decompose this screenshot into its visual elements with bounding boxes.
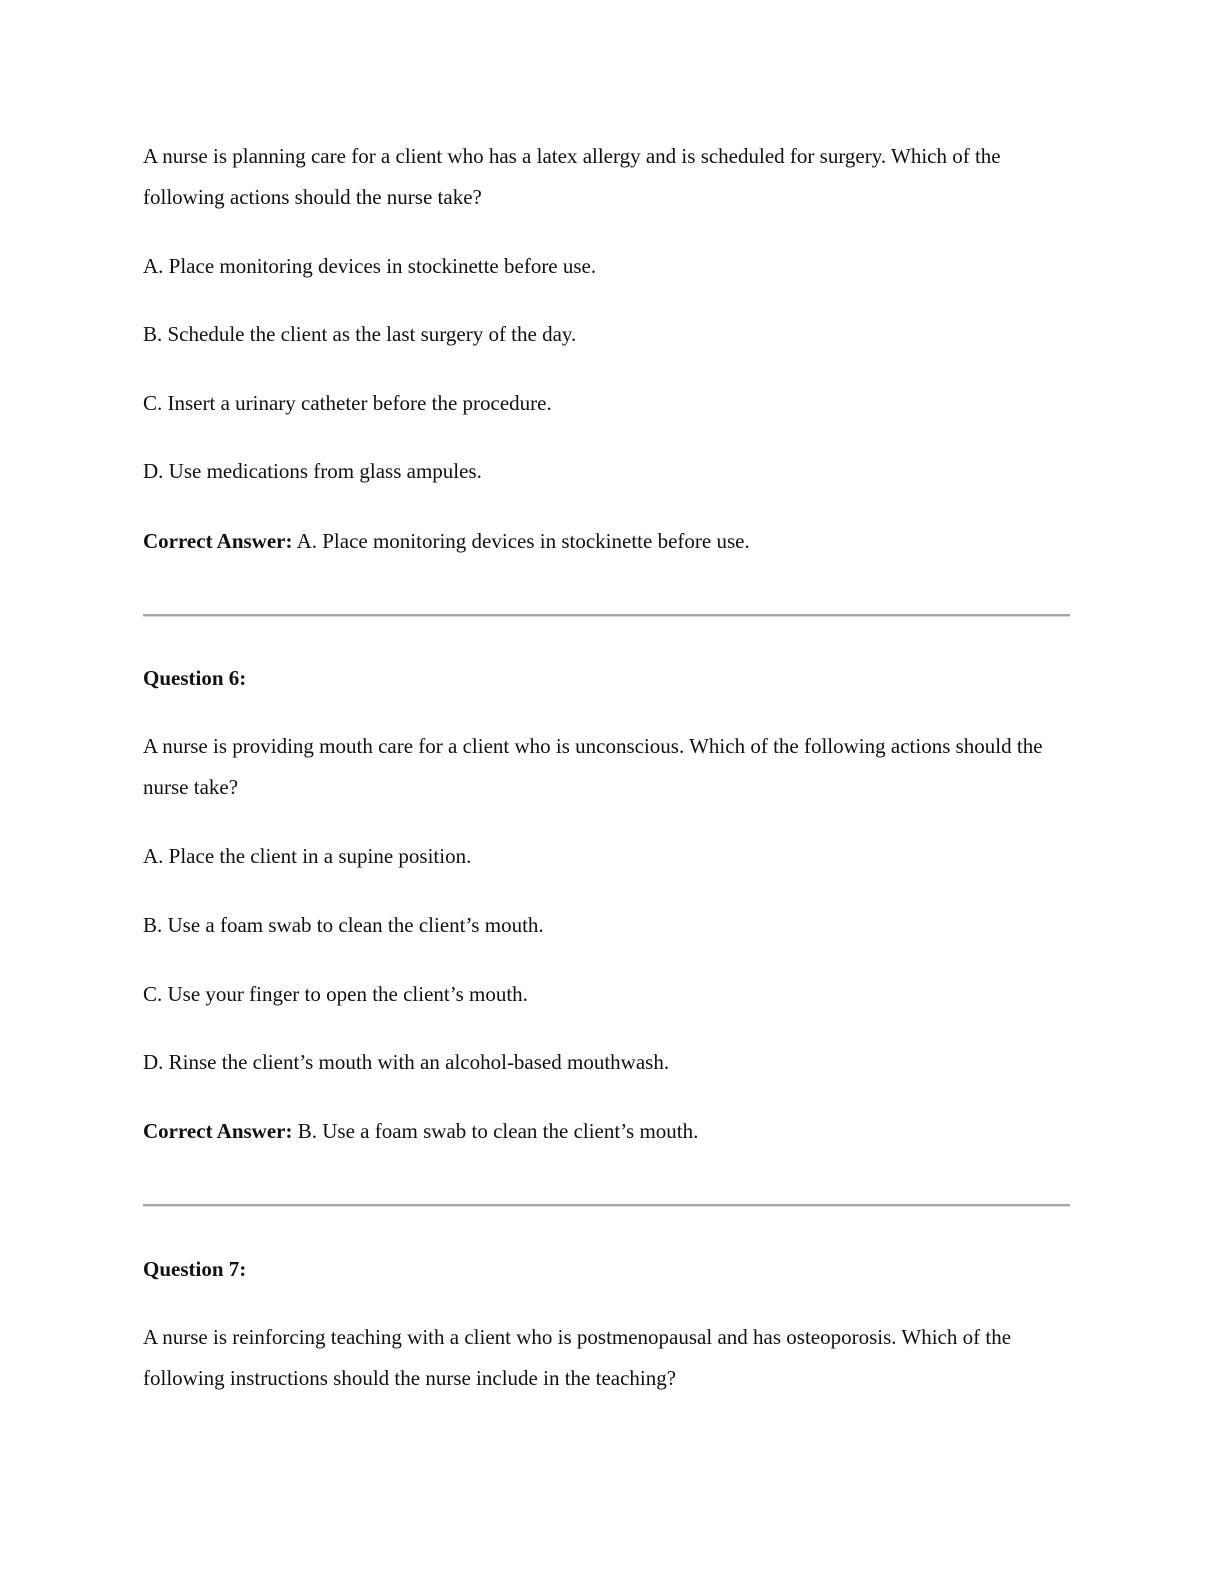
question-5-option-a: A. Place monitoring devices in stockinette before use. [143, 254, 597, 278]
question-5-option-c: C. Insert a urinary catheter before the procedure. [143, 391, 552, 415]
section-divider [143, 1204, 1070, 1207]
question-7-heading: Question 7: [143, 1257, 247, 1281]
correct-answer-text: B. Use a foam swab to clean the client’s mouth. [292, 1119, 699, 1143]
question-5-option-b: B. Schedule the client as the last surgery of the day. [143, 322, 577, 346]
question-5-correct-answer [143, 521, 1078, 562]
correct-answer-label: Correct Answer: [143, 1119, 293, 1143]
section-divider [143, 614, 1070, 617]
question-6-stem: A nurse is providing mouth care for a client who is unconscious. Which of the following actions should the nurse take? [143, 734, 1043, 799]
question-7-stem: A nurse is reinforcing teaching with a client who is postmenopausal and has osteoporosis. Which of the following instructions should the nurse include in the teaching? [143, 1325, 1012, 1390]
question-6-correct-answer [143, 1111, 1078, 1152]
question-5-stem: A nurse is planning care for a client who has a latex allergy and is scheduled for surgery. Which of the following actions should the nurse take? [143, 144, 1001, 209]
question-6-option-b: B. Use a foam swab to clean the client’s mouth. [143, 913, 544, 937]
question-6-option-a: A. Place the client in a supine position. [143, 844, 472, 868]
correct-answer-text: A. Place monitoring devices in stockinette before use. [292, 529, 750, 553]
correct-answer-label: Correct Answer: [143, 529, 293, 553]
question-6-heading: Question 6: [143, 666, 247, 690]
question-6-option-d: D. Rinse the client’s mouth with an alcohol-based mouthwash. [143, 1050, 670, 1074]
question-5-option-d: D. Use medications from glass ampules. [143, 459, 482, 483]
question-6-option-c: C. Use your finger to open the client’s mouth. [143, 982, 528, 1006]
